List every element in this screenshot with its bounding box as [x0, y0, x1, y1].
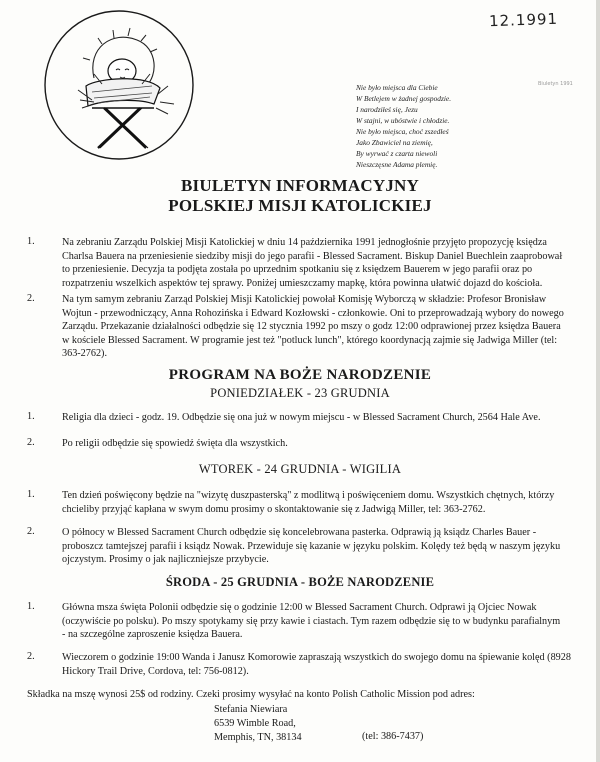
item-number: 1.	[27, 489, 35, 500]
poem-line: W stajni, w ubóstwie i chłodzie.	[356, 116, 450, 125]
paragraph-line: proboszcz tamtejszej parafii i ksiądz Nowak. Przewiduje się kazanie w języku polskim. Kolędy też będą w naszym języku	[62, 540, 561, 552]
paragraph-line: - na szczególne zaproszenie księdza Bauera.	[62, 629, 243, 640]
paragraph-line: to przeniesienie. Decyzja ta podjęta została po uprzednim spotkaniu się z księdzem Bauerem w jego parafii oraz po	[62, 264, 533, 275]
nativity-manger-logo	[42, 8, 196, 162]
item-number: 2.	[27, 437, 35, 448]
tuesday-item-2	[62, 526, 576, 567]
page-edge	[596, 0, 600, 762]
address-line: 6539 Wimble Road,	[214, 718, 296, 729]
handwritten-date: 12.1991	[488, 9, 559, 31]
paragraph-line: Po religii odbędzie się spowiedź święta dla wszystkich.	[62, 438, 288, 449]
bulletin-title-line1: BIULETYN INFORMACYJNY	[181, 176, 419, 195]
paragraph-line: Wojtun - przewodniczący, Anna Rohozińska i Edward Kozłowski - członkowie. Oni to przeprowadzają wybory do nowego	[62, 307, 564, 319]
poem-line: Nie było miejsca dla Ciebie	[356, 83, 438, 92]
item-number: 2.	[27, 526, 35, 537]
item-number: 2.	[27, 651, 35, 662]
item-number: 1.	[27, 411, 35, 422]
paragraph-line: Zarządu. Przekazanie działalności odbędzie się 12 stycznia 1992 po mszy o godz 12:00 odprawionej przez księdza Bauera	[62, 321, 561, 332]
program-title: PROGRAM NA BOŻE NARODZENIE	[168, 367, 432, 383]
tuesday-item-1	[62, 489, 576, 516]
poem-line: By wyrwać z czarta niewoli	[356, 149, 438, 158]
wednesday-item-2	[62, 651, 576, 678]
wednesday-item-1	[62, 601, 576, 642]
bulletin-title-line2: POLSKIEJ MISJI KATOLICKIEJ	[168, 196, 432, 215]
christmas-poem	[356, 82, 556, 170]
paragraph-line: Na zebraniu Zarządu Polskiej Misji Katolickiej w dniu 14 października 1991 jednogłośnie przyjęto propozycję księdza	[62, 237, 547, 248]
paragraph-line: w kościele Blessed Sacrament. W programie jest też "potluck lunch", którego koordynacją zajmie się Jadwiga Miller (tel:	[62, 334, 558, 346]
day-heading-wednesday: ŚRODA - 25 GRUDNIA - BOŻE NARODZENIE	[165, 575, 435, 589]
paragraph-line: O północy w Blessed Sacrament Church odbędzie się koncelebrowana pasterka. Odprawią ją ksiądz Charles Bauer -	[62, 527, 537, 538]
faint-stamp: Biuletyn 1991	[538, 81, 573, 87]
intro-item-2	[62, 293, 576, 361]
paragraph-line: Hickory Trail Drive, Cordova, tel: 756-0812).	[62, 665, 249, 677]
monday-item-2	[62, 437, 576, 451]
paragraph-line: Religia dla dzieci - godz. 19. Odbędzie się ona już w nowym miejscu - w Blessed Sacrament Church, 2564 Hale Ave.	[62, 412, 541, 423]
poem-line: Nie było miejsca, choć zszedłeś	[356, 127, 449, 136]
address-line: Stefania Niewiara	[214, 704, 288, 715]
day-heading-monday: PONIEDZIAŁEK - 23 GRUDNIA	[210, 386, 390, 400]
contact-phone: (tel: 386-7437)	[362, 731, 424, 742]
paragraph-line: Ten dzień poświęcony będzie na "wizytę duszpasterską" z modlitwą i poświęceniem domu. Wszystkich chętnych, którzy	[62, 490, 555, 501]
collection-note: Składka na mszę wynosi 25$ od rodziny. Czeki prosimy wysyłać na konto Polish Catholic Mission pod adres:	[27, 689, 475, 700]
day-heading-tuesday: WTOREK - 24 GRUDNIA - WIGILIA	[198, 462, 402, 476]
paragraph-line: chcieliby przyjąć kapłana w swym domu prosimy o skontaktowanie się z Jadwigą Miller, tel: 363-2762.	[62, 503, 486, 515]
paragraph-line: Charlsa Bauera na przeniesienie siedziby misji do jego parafii - Blessed Sacrament. Biskup Daniel Buechlein zaaprobował	[62, 250, 563, 262]
poem-line: Nieszczęsne Adama plemię.	[356, 160, 438, 169]
address-line: Memphis, TN, 38134	[214, 732, 302, 743]
item-number: 2.	[27, 293, 35, 304]
paragraph-line: ojczystym. Prosimy o jak najliczniejsze przybycie.	[62, 554, 269, 565]
paragraph-line: rozpatrzeniu wszelkich aspektów tej sprawy. Poniżej umieszczamy mapkę, która powinna ułatwić dojazd do kościoła.	[62, 277, 543, 289]
paragraph-line: Na tym samym zebraniu Zarząd Polskiej Misji Katolickiej powołał Komisję Wyborczą w składzie: Profesor Bronisław	[62, 294, 547, 305]
mailing-address	[214, 703, 302, 745]
paragraph-line: (oczywiście po polsku). Po mszy spotykamy się przy kawie i ciastach. Tym razem odbędzie się to w budynku parafialnym	[62, 615, 561, 627]
item-number: 1.	[27, 601, 35, 612]
paragraph-line: 363-2762).	[62, 348, 107, 359]
paragraph-line: Główna msza święta Polonii odbędzie się o godzinie 12:00 w Blessed Sacrament Church. Odprawi ją Ojciec Nowak	[62, 602, 537, 613]
intro-item-1	[62, 236, 576, 290]
poem-line: Jako Zbawiciel na ziemię,	[356, 138, 433, 147]
poem-line: I narodziłeś się, Jezu	[356, 105, 418, 114]
item-number: 1.	[27, 236, 35, 247]
paragraph-line: Wieczorem o godzinie 19:00 Wanda i Janusz Komorowie zapraszają wszystkich do swojego domu na śpiewanie kolęd (8928	[62, 652, 571, 663]
monday-item-1	[62, 411, 576, 425]
poem-line: W Betlejem w żadnej gospodzie.	[356, 94, 452, 103]
